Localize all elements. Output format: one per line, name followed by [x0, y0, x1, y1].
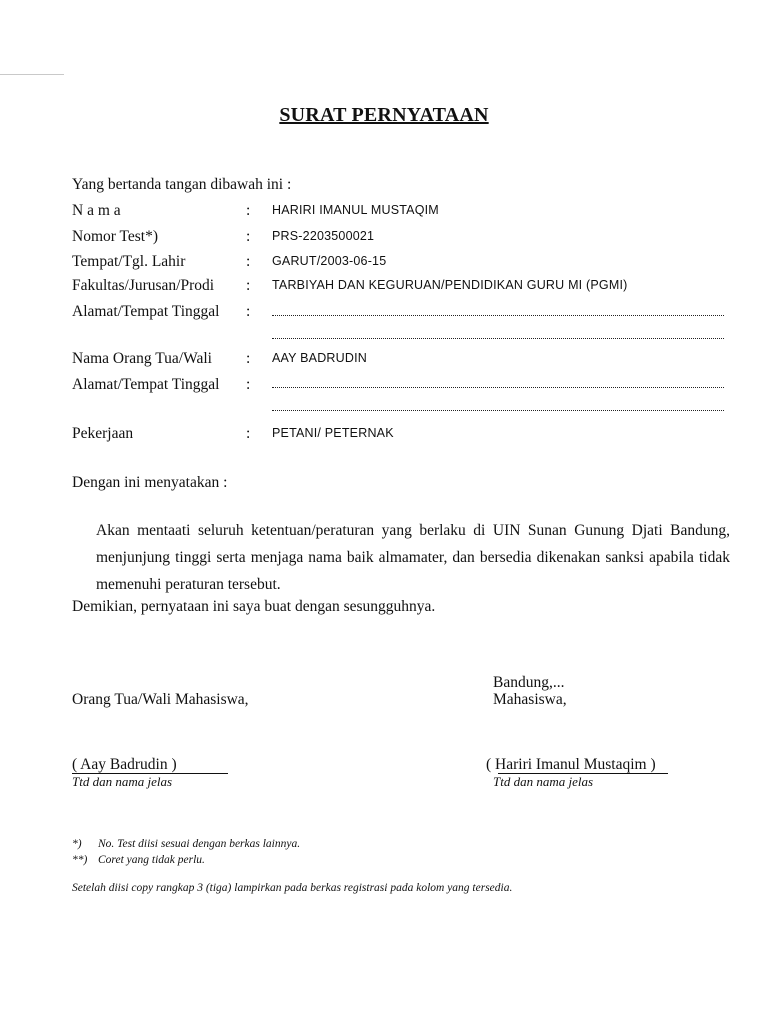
field-colon: :	[246, 228, 251, 245]
field-colon: :	[246, 425, 251, 442]
field-row-pekerjaan	[72, 425, 732, 447]
statement-body: Akan mentaati seluruh ketentuan/peraturan yang berlaku di UIN Sunan Gunung Djati Bandung, menjunjung tinggi serta menjaga nama baik almamater, dan bersedia dikenakan sanksi apabila tidak memenuhi peraturan tersebut.	[96, 522, 730, 593]
field-label: Alamat/Tempat Tinggal	[72, 376, 220, 393]
field-label: Alamat/Tempat Tinggal	[72, 303, 220, 320]
field-value: TARBIYAH DAN KEGURUAN/PENDIDIKAN GURU MI (PGMI)	[272, 278, 628, 292]
blank-dotted-line	[272, 387, 724, 388]
student-role-label: Mahasiswa,	[493, 691, 567, 708]
field-colon: :	[246, 350, 251, 367]
field-value: PETANI/ PETERNAK	[272, 426, 394, 440]
submission-instruction: Setelah diisi copy rangkap 3 (tiga) lampirkan pada berkas registrasi pada kolom yang tersedia.	[72, 882, 513, 894]
place-date: Bandung,...	[493, 674, 565, 691]
scan-edge-line	[0, 74, 64, 75]
field-label: N a m a	[72, 202, 121, 219]
blank-dotted-line	[272, 338, 724, 339]
blank-dotted-line	[272, 410, 724, 411]
parent-role-label: Orang Tua/Wali Mahasiswa,	[72, 691, 249, 708]
statement-heading: Dengan ini menyatakan :	[72, 474, 228, 491]
field-colon: :	[246, 303, 251, 320]
field-row-alamat	[72, 303, 732, 325]
field-label: Pekerjaan	[72, 425, 134, 442]
field-row-fakultas	[72, 277, 732, 299]
field-row-nomor-test	[72, 228, 732, 250]
field-label: Fakultas/Jurusan/Prodi	[72, 277, 215, 294]
footnote	[72, 854, 205, 866]
field-colon: :	[246, 277, 251, 294]
footnote-text: Coret yang tidak perlu.	[98, 854, 205, 866]
field-colon: :	[246, 253, 251, 270]
field-value: GARUT/2003-06-15	[272, 254, 387, 268]
footnote	[72, 838, 300, 850]
document-title: SURAT PERNYATAAN	[279, 104, 489, 126]
student-signature-note: Ttd dan nama jelas	[493, 774, 594, 789]
intro-text: Yang bertanda tangan dibawah ini :	[72, 176, 292, 193]
closing-sentence: Demikian, pernyataan ini saya buat dengan sesungguhnya.	[72, 598, 436, 615]
footnote-mark: **)	[72, 854, 88, 866]
field-value: PRS-2203500021	[272, 229, 375, 243]
field-value: AAY BADRUDIN	[272, 351, 368, 365]
footnote-text: No. Test diisi sesuai dengan berkas lainnya.	[98, 838, 301, 850]
field-row-nama-orang-tua	[72, 350, 732, 372]
field-row-nama	[72, 202, 732, 224]
field-row-tempat-tgl-lahir	[72, 253, 732, 275]
field-label: Nama Orang Tua/Wali	[72, 350, 212, 367]
field-value: HARIRI IMANUL MUSTAQIM	[272, 203, 439, 217]
field-row-alamat-wali	[72, 376, 732, 398]
student-signature-name: ( Hariri Imanul Mustaqim )	[486, 756, 656, 773]
blank-dotted-line	[272, 315, 724, 316]
footnote-mark: *)	[72, 838, 82, 850]
field-colon: :	[246, 202, 251, 219]
parent-signature-note: Ttd dan nama jelas	[72, 774, 173, 789]
field-label: Nomor Test*)	[72, 228, 159, 245]
field-label: Tempat/Tgl. Lahir	[72, 253, 186, 270]
field-colon: :	[246, 376, 251, 393]
parent-signature-name: ( Aay Badrudin )	[72, 756, 177, 773]
